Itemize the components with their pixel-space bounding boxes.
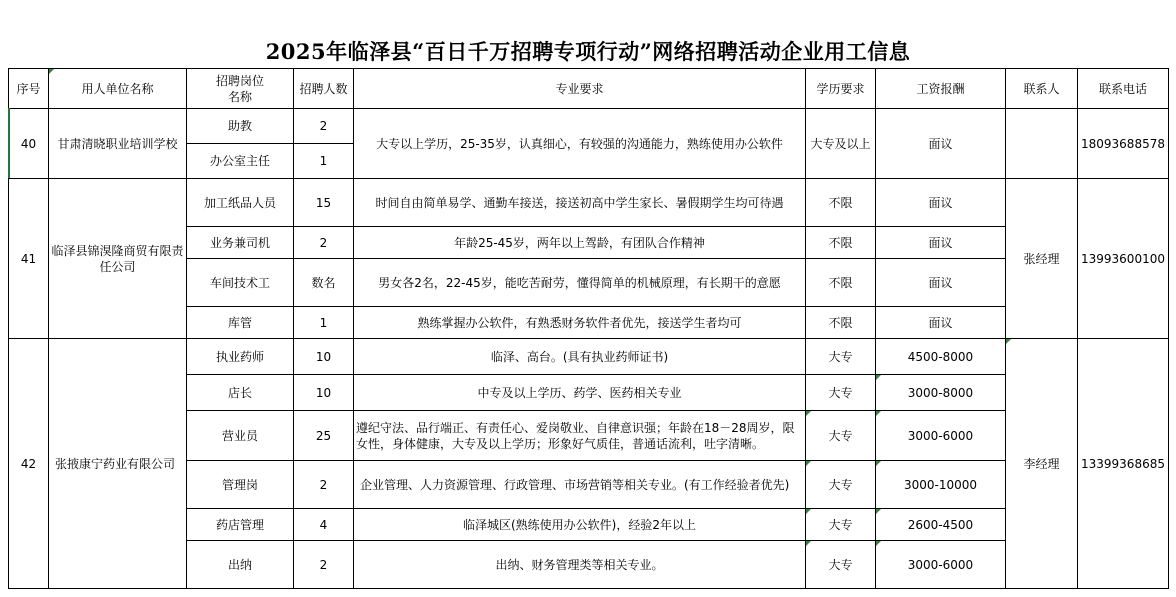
header-requirement[interactable]: 专业要求 (354, 69, 806, 109)
count-cell[interactable]: 2 (294, 541, 354, 589)
salary-cell[interactable]: 面议 (876, 227, 1006, 259)
requirement-cell[interactable] (354, 411, 806, 461)
count-cell[interactable]: 1 (294, 307, 354, 339)
count-cell[interactable]: 15 (294, 179, 354, 227)
company-name[interactable]: 张掖康宁药业有限公司 (49, 339, 187, 589)
header-company[interactable]: 用人单位名称 (49, 69, 187, 109)
cell-selection-marker (8, 108, 10, 178)
position-cell[interactable]: 执业药师 (187, 339, 294, 375)
education-cell[interactable]: 不限 (806, 307, 876, 339)
count-cell[interactable]: 2 (294, 109, 354, 144)
table-row (9, 179, 1169, 227)
requirement-cell[interactable]: 男女各2名，22-45岁，能吃苦耐劳，懂得简单的机械原理，有长期干的意愿 (354, 259, 806, 307)
row-no[interactable]: 40 (9, 109, 49, 179)
company-name[interactable]: 临泽县锦湨隆商贸有限责任公司 (49, 179, 187, 339)
header-no[interactable]: 序号 (9, 69, 49, 109)
header-position-label: 招聘岗位名称 (215, 73, 264, 104)
salary-cell[interactable]: 面议 (876, 179, 1006, 227)
education-cell[interactable]: 大专 (806, 541, 876, 589)
requirement-cell[interactable]: 临泽城区(熟练使用办公软件)，经验2年以上 (354, 509, 806, 541)
salary-cell[interactable]: 3000-6000 (876, 541, 1006, 589)
header-count[interactable]: 招聘人数 (294, 69, 354, 109)
salary-cell[interactable]: 4500-8000 (876, 339, 1006, 375)
salary-cell[interactable]: 3000-6000 (876, 411, 1006, 461)
table-row (9, 339, 1169, 375)
position-cell[interactable]: 车间技术工 (187, 259, 294, 307)
position-cell[interactable]: 加工纸品人员 (187, 179, 294, 227)
phone-cell[interactable]: 13993600100 (1078, 179, 1169, 339)
count-cell[interactable]: 10 (294, 339, 354, 375)
education-cell[interactable]: 大专 (806, 411, 876, 461)
education-cell[interactable]: 不限 (806, 259, 876, 307)
position-cell[interactable]: 管理岗 (187, 461, 294, 509)
table-row (9, 109, 1169, 144)
education-cell[interactable]: 不限 (806, 227, 876, 259)
header-education[interactable]: 学历要求 (806, 69, 876, 109)
requirement-cell[interactable]: 熟练掌握办公软件，有熟悉财务软件者优先，接送学生者均可 (354, 307, 806, 339)
sheet-title: 2025年临泽县“百日千万招聘专项行动”网络招聘活动企业用工信息 (265, 39, 911, 64)
salary-cell[interactable]: 2600-4500 (876, 509, 1006, 541)
position-cell[interactable]: 库管 (187, 307, 294, 339)
requirement-cell[interactable]: 时间自由简单易学、通勤车接送，接送初高中学生家长、暑假期学生均可待遇 (354, 179, 806, 227)
position-cell[interactable]: 助教 (187, 109, 294, 144)
count-cell[interactable]: 1 (294, 144, 354, 179)
salary-cell[interactable]: 3000-10000 (876, 461, 1006, 509)
contact-cell[interactable]: 张经理 (1006, 179, 1078, 339)
header-phone[interactable]: 联系电话 (1078, 69, 1169, 109)
position-cell[interactable]: 药店管理 (187, 509, 294, 541)
education-cell[interactable]: 大专 (806, 339, 876, 375)
header-row (9, 69, 1169, 109)
requirement-text: 企业管理、人力资源管理、行政管理、市场营销等相关专业。(有工作经验者优先) (360, 477, 790, 492)
requirement-cell[interactable]: 临泽、高台。(具有执业药师证书) (354, 339, 806, 375)
position-cell[interactable]: 业务兼司机 (187, 227, 294, 259)
count-cell[interactable]: 数名 (294, 259, 354, 307)
contact-cell[interactable]: 李经理 (1006, 339, 1078, 589)
position-cell[interactable]: 出纳 (187, 541, 294, 589)
position-cell[interactable]: 办公室主任 (187, 144, 294, 179)
count-cell[interactable]: 4 (294, 509, 354, 541)
education-cell[interactable]: 大专 (806, 375, 876, 411)
row-no[interactable]: 42 (9, 339, 49, 589)
salary-cell[interactable]: 面议 (876, 259, 1006, 307)
requirement-cell[interactable]: 中专及以上学历、药学、医药相关专业 (354, 375, 806, 411)
requirement-cell[interactable] (354, 461, 806, 509)
count-cell[interactable]: 25 (294, 411, 354, 461)
requirement-cell[interactable]: 大专以上学历，25-35岁，认真细心，有较强的沟通能力，熟练使用办公软件 (354, 109, 806, 179)
count-cell[interactable]: 2 (294, 461, 354, 509)
requirement-cell[interactable]: 年龄25-45岁，两年以上驾龄，有团队合作精神 (354, 227, 806, 259)
education-cell[interactable]: 大专 (806, 509, 876, 541)
education-cell[interactable]: 大专 (806, 461, 876, 509)
position-cell[interactable]: 店长 (187, 375, 294, 411)
header-contact[interactable]: 联系人 (1006, 69, 1078, 109)
requirement-cell[interactable]: 出纳、财务管理类等相关专业。 (354, 541, 806, 589)
education-cell[interactable]: 不限 (806, 179, 876, 227)
row-no[interactable]: 41 (9, 179, 49, 339)
header-position[interactable] (187, 69, 294, 109)
company-name[interactable]: 甘肃清晓职业培训学校 (49, 109, 187, 179)
count-cell[interactable]: 2 (294, 227, 354, 259)
position-cell[interactable]: 营业员 (187, 411, 294, 461)
count-cell[interactable]: 10 (294, 375, 354, 411)
phone-cell[interactable]: 13399368685 (1078, 339, 1169, 589)
header-salary[interactable]: 工资报酬 (876, 69, 1006, 109)
salary-cell[interactable]: 3000-8000 (876, 375, 1006, 411)
salary-cell[interactable]: 面议 (876, 109, 1006, 179)
phone-cell[interactable]: 18093688578 (1078, 109, 1169, 179)
contact-cell[interactable] (1006, 109, 1078, 179)
job-table (8, 68, 1169, 589)
salary-cell[interactable]: 面议 (876, 307, 1006, 339)
education-cell[interactable]: 大专及以上 (806, 109, 876, 179)
requirement-text: 遵纪守法、品行端正、有责任心、爱岗敬业、自律意识强；年龄在18－28周岁，限女性，身体健康，大专及以上学历；形象好气质佳，普通话流利，吐字清晰。 (356, 420, 795, 451)
